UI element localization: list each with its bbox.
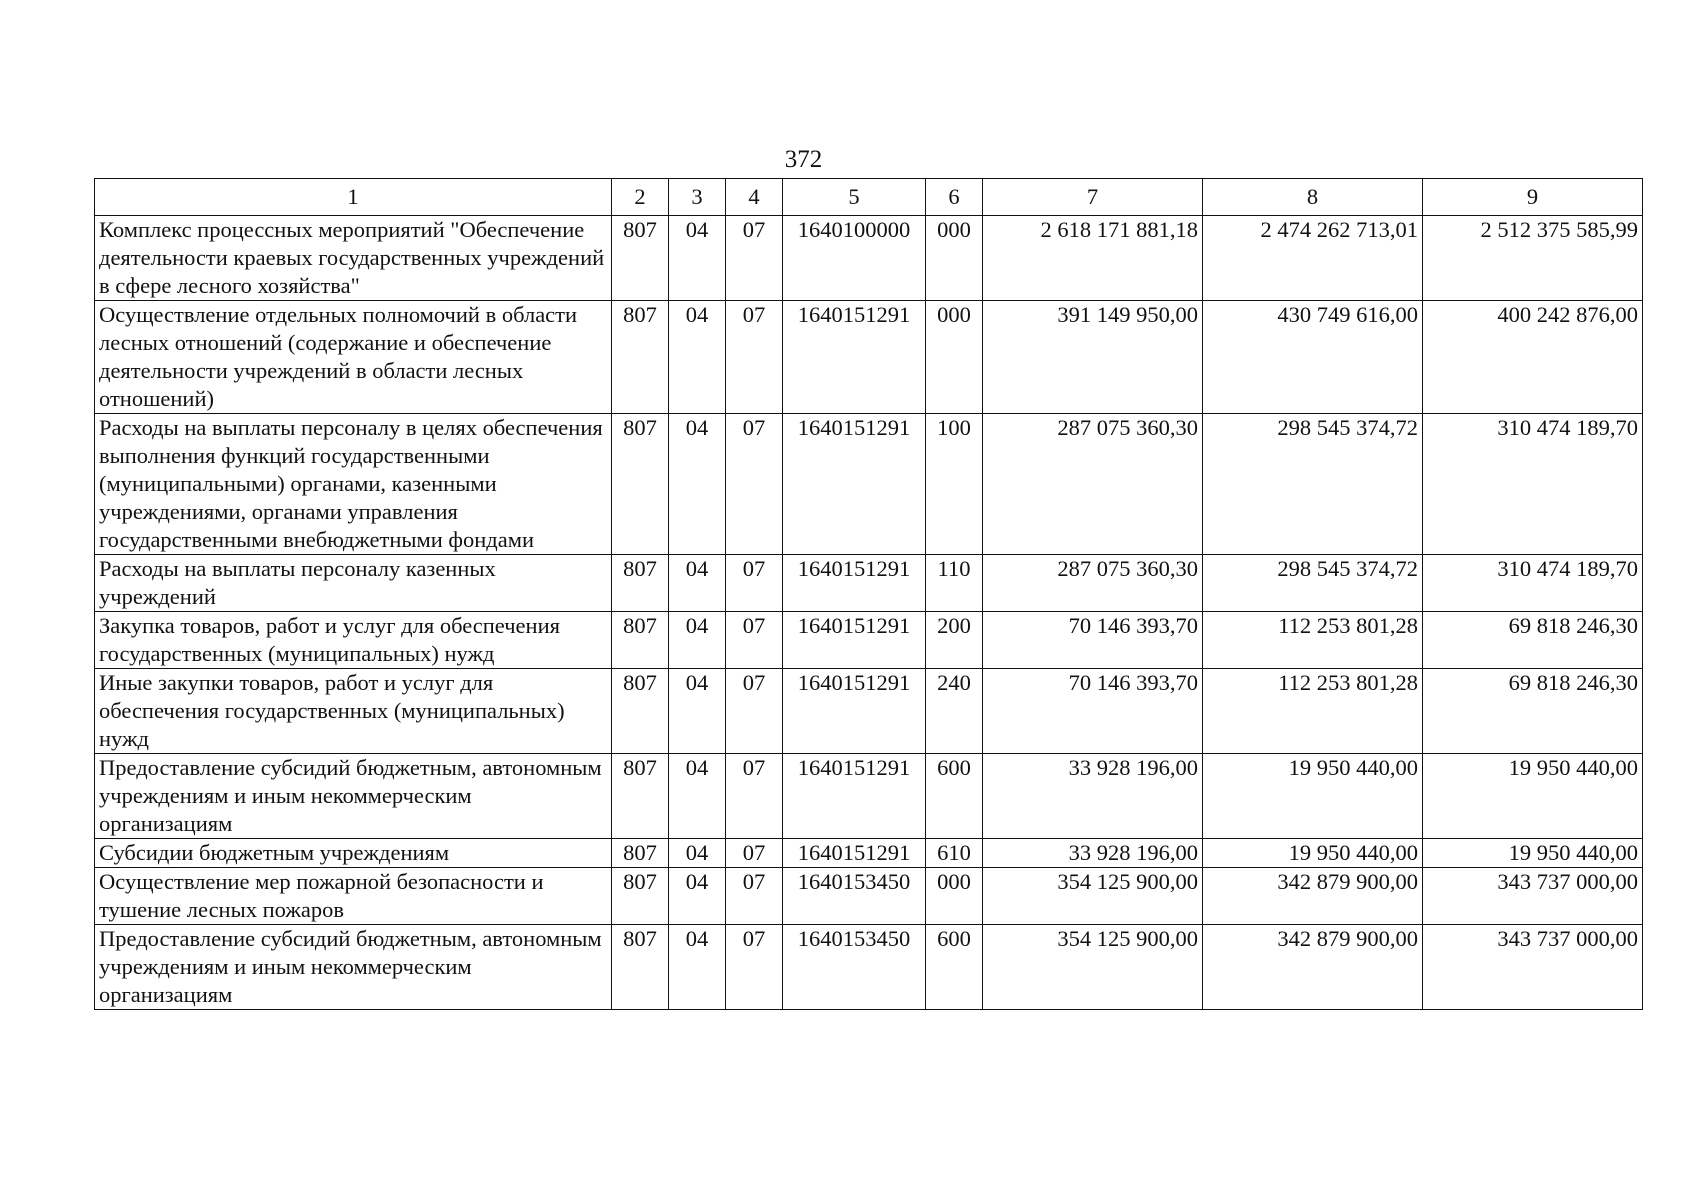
row-amount-9: 19 950 440,00 — [1423, 839, 1643, 868]
row-name: Расходы на выплаты персоналу казенных учреждений — [95, 555, 612, 612]
row-code-4: 07 — [726, 555, 783, 612]
row-amount-9: 310 474 189,70 — [1423, 414, 1643, 555]
table-body — [95, 216, 1643, 1010]
row-amount-9: 19 950 440,00 — [1423, 754, 1643, 839]
row-code-5: 1640151291 — [783, 754, 926, 839]
table-row — [95, 555, 1643, 612]
row-code-4: 07 — [726, 868, 783, 925]
row-name: Комплекс процессных мероприятий "Обеспечение деятельности краевых государственных учреждений в сфере лесного хозяйства" — [95, 216, 612, 301]
row-code-5: 1640151291 — [783, 414, 926, 555]
row-amount-7: 287 075 360,30 — [983, 555, 1203, 612]
header-col-8: 8 — [1203, 179, 1423, 216]
row-code-2: 807 — [612, 839, 669, 868]
budget-table — [94, 178, 1643, 1010]
row-code-5: 1640151291 — [783, 839, 926, 868]
row-code-4: 07 — [726, 754, 783, 839]
row-amount-7: 287 075 360,30 — [983, 414, 1203, 555]
table-row — [95, 669, 1643, 754]
row-code-6: 200 — [926, 612, 983, 669]
row-amount-9: 2 512 375 585,99 — [1423, 216, 1643, 301]
row-code-6: 000 — [926, 868, 983, 925]
row-code-6: 600 — [926, 754, 983, 839]
row-code-5: 1640151291 — [783, 669, 926, 754]
row-amount-9: 400 242 876,00 — [1423, 301, 1643, 414]
row-code-2: 807 — [612, 669, 669, 754]
row-name: Расходы на выплаты персоналу в целях обеспечения выполнения функций государственными (муниципальными) органами, казенными учреждениями, органами управления государственными внебюджетными фондами — [95, 414, 612, 555]
row-amount-7: 354 125 900,00 — [983, 925, 1203, 1010]
row-code-3: 04 — [669, 669, 726, 754]
header-col-9: 9 — [1423, 179, 1643, 216]
header-col-4: 4 — [726, 179, 783, 216]
row-code-5: 1640153450 — [783, 868, 926, 925]
row-amount-8: 19 950 440,00 — [1203, 754, 1423, 839]
row-code-4: 07 — [726, 414, 783, 555]
row-amount-8: 2 474 262 713,01 — [1203, 216, 1423, 301]
row-code-6: 000 — [926, 301, 983, 414]
row-amount-7: 33 928 196,00 — [983, 754, 1203, 839]
row-code-6: 610 — [926, 839, 983, 868]
row-amount-9: 343 737 000,00 — [1423, 868, 1643, 925]
row-code-6: 100 — [926, 414, 983, 555]
row-code-6: 600 — [926, 925, 983, 1010]
row-code-2: 807 — [612, 868, 669, 925]
row-amount-8: 298 545 374,72 — [1203, 555, 1423, 612]
header-col-3: 3 — [669, 179, 726, 216]
table-row — [95, 301, 1643, 414]
header-col-2: 2 — [612, 179, 669, 216]
header-col-7: 7 — [983, 179, 1203, 216]
table-row — [95, 612, 1643, 669]
row-amount-7: 33 928 196,00 — [983, 839, 1203, 868]
header-col-1: 1 — [95, 179, 612, 216]
row-code-3: 04 — [669, 301, 726, 414]
header-row — [95, 179, 1643, 216]
row-amount-9: 343 737 000,00 — [1423, 925, 1643, 1010]
row-name: Предоставление субсидий бюджетным, автономным учреждениям и иным некоммерческим организациям — [95, 925, 612, 1010]
table-row — [95, 216, 1643, 301]
table-row — [95, 754, 1643, 839]
row-name: Предоставление субсидий бюджетным, автономным учреждениям и иным некоммерческим организациям — [95, 754, 612, 839]
row-code-6: 240 — [926, 669, 983, 754]
row-amount-8: 430 749 616,00 — [1203, 301, 1423, 414]
row-code-4: 07 — [726, 216, 783, 301]
header-col-6: 6 — [926, 179, 983, 216]
row-amount-9: 69 818 246,30 — [1423, 669, 1643, 754]
row-code-3: 04 — [669, 612, 726, 669]
row-code-2: 807 — [612, 414, 669, 555]
row-code-5: 1640100000 — [783, 216, 926, 301]
row-code-3: 04 — [669, 414, 726, 555]
row-code-2: 807 — [612, 754, 669, 839]
row-code-3: 04 — [669, 925, 726, 1010]
row-code-5: 1640153450 — [783, 925, 926, 1010]
row-code-3: 04 — [669, 216, 726, 301]
row-amount-7: 354 125 900,00 — [983, 868, 1203, 925]
row-amount-8: 112 253 801,28 — [1203, 612, 1423, 669]
row-amount-7: 391 149 950,00 — [983, 301, 1203, 414]
row-name: Иные закупки товаров, работ и услуг для обеспечения государственных (муниципальных) нужд — [95, 669, 612, 754]
table-row — [95, 414, 1643, 555]
row-code-4: 07 — [726, 839, 783, 868]
row-code-2: 807 — [612, 301, 669, 414]
row-code-4: 07 — [726, 669, 783, 754]
row-name: Закупка товаров, работ и услуг для обеспечения государственных (муниципальных) нужд — [95, 612, 612, 669]
page-number: 372 — [784, 146, 823, 173]
row-code-4: 07 — [726, 612, 783, 669]
table-row — [95, 839, 1643, 868]
table-row — [95, 925, 1643, 1010]
row-code-3: 04 — [669, 839, 726, 868]
row-code-2: 807 — [612, 612, 669, 669]
row-amount-8: 342 879 900,00 — [1203, 868, 1423, 925]
row-name: Осуществление отдельных полномочий в области лесных отношений (содержание и обеспечение деятельности учреждений в области лесных отношений) — [95, 301, 612, 414]
row-amount-8: 112 253 801,28 — [1203, 669, 1423, 754]
row-code-5: 1640151291 — [783, 301, 926, 414]
row-code-3: 04 — [669, 555, 726, 612]
row-code-2: 807 — [612, 216, 669, 301]
row-amount-8: 342 879 900,00 — [1203, 925, 1423, 1010]
row-amount-9: 69 818 246,30 — [1423, 612, 1643, 669]
row-amount-8: 19 950 440,00 — [1203, 839, 1423, 868]
row-code-2: 807 — [612, 555, 669, 612]
row-code-6: 110 — [926, 555, 983, 612]
header-col-5: 5 — [783, 179, 926, 216]
row-amount-7: 70 146 393,70 — [983, 612, 1203, 669]
row-code-5: 1640151291 — [783, 555, 926, 612]
row-code-2: 807 — [612, 925, 669, 1010]
row-name: Осуществление мер пожарной безопасности и тушение лесных пожаров — [95, 868, 612, 925]
row-code-6: 000 — [926, 216, 983, 301]
row-code-4: 07 — [726, 301, 783, 414]
row-code-3: 04 — [669, 868, 726, 925]
row-name: Субсидии бюджетным учреждениям — [95, 839, 612, 868]
row-amount-7: 2 618 171 881,18 — [983, 216, 1203, 301]
row-amount-9: 310 474 189,70 — [1423, 555, 1643, 612]
row-amount-7: 70 146 393,70 — [983, 669, 1203, 754]
table-row — [95, 868, 1643, 925]
row-code-4: 07 — [726, 925, 783, 1010]
row-code-5: 1640151291 — [783, 612, 926, 669]
row-code-3: 04 — [669, 754, 726, 839]
row-amount-8: 298 545 374,72 — [1203, 414, 1423, 555]
